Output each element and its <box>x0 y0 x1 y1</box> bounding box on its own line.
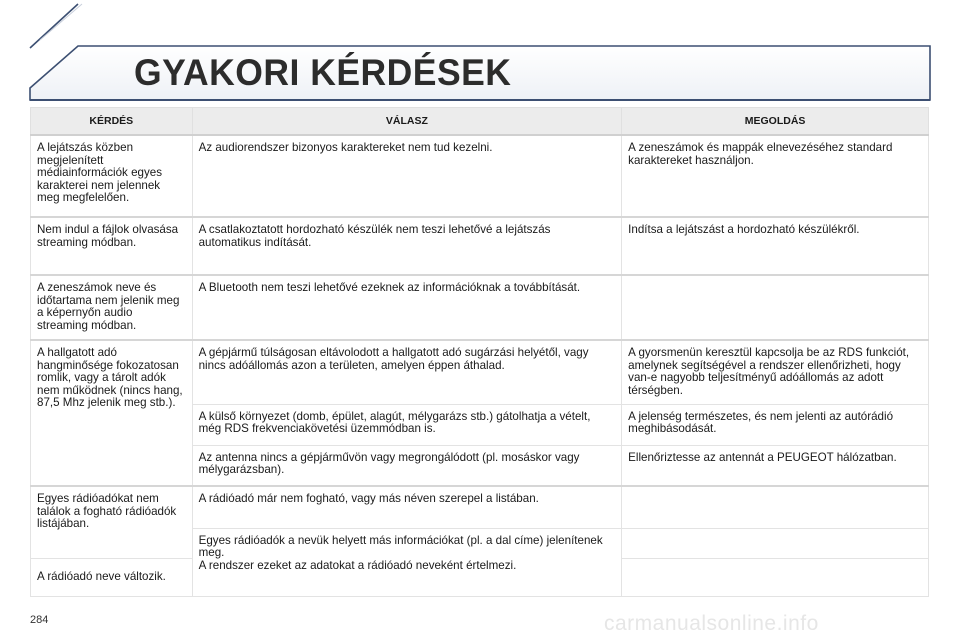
question-cell: A hallgatott adó hangminősége fokozatosan romlik, vagy a tárolt adók nem működnek (nincs hang, 87,5 Mhz jelenik meg stb.). <box>31 340 193 486</box>
answer-cell: A rádióadó már nem fogható, vagy más néven szerepel a listában. <box>192 486 622 528</box>
table-header-row <box>31 108 929 136</box>
table-row <box>31 275 929 340</box>
solution-cell: A jelenség természetes, és nem jelenti az autórádió meghibásodását. <box>622 404 929 445</box>
question-cell: A rádióadó neve változik. <box>31 558 193 596</box>
answer-cell: A csatlakoztatott hordozható készülék nem teszi lehetővé a lejátszás automatikus indítását. <box>192 217 622 275</box>
question-cell: A zeneszámok neve és időtartama nem jelenik meg a képernyőn audio streaming módban. <box>31 275 193 340</box>
answer-cell: A gépjármű túlságosan eltávolodott a hallgatott adó sugárzási helyétől, vagy nincs adóállomás azon a területen, amelyen éppen áthalad. <box>192 340 622 404</box>
table-row <box>31 486 929 528</box>
answer-cell: Az audiorendszer bizonyos karaktereket nem tud kezelni. <box>192 135 622 217</box>
solution-cell <box>622 275 929 340</box>
column-header-question: KÉRDÉS <box>31 108 193 136</box>
answer-text: A rendszer ezeket az adatokat a rádióadó neveként értelmezi. <box>198 558 517 572</box>
watermark: carmanualsonline.info <box>604 612 819 635</box>
solution-cell: Ellenőriztesse az antennát a PEUGEOT hálózatban. <box>622 445 929 486</box>
faq-table <box>30 107 929 597</box>
solution-cell: A gyorsmenün keresztül kapcsolja be az RDS funkciót, amelynek segítségével a rendszer ellenőrizheti, hogy van-e nagyobb teljesítményű adóállomás az adott térségben. <box>622 340 929 404</box>
solution-cell <box>622 486 929 528</box>
solution-cell <box>622 528 929 558</box>
table-row <box>31 217 929 275</box>
solution-cell: Indítsa a lejátszást a hordozható készülékről. <box>622 217 929 275</box>
column-header-solution: MEGOLDÁS <box>622 108 929 136</box>
page-number: 284 <box>30 614 49 626</box>
table-row <box>31 135 929 217</box>
page-title: GYAKORI KÉRDÉSEK <box>134 52 512 93</box>
solution-cell: A zeneszámok és mappák elnevezéséhez standard karaktereket használjon. <box>622 135 929 217</box>
column-header-answer: VÁLASZ <box>192 108 622 136</box>
solution-cell <box>622 558 929 596</box>
question-cell: Egyes rádióadókat nem találok a fogható rádióadók listájában. <box>31 486 193 558</box>
question-cell: Nem indul a fájlok olvasása streaming módban. <box>31 217 193 275</box>
answer-cell: A külső környezet (domb, épület, alagút, mélygarázs stb.) gátolhatja a vételt, még RDS frekvenciakövetési üzemmódban is. <box>192 404 622 445</box>
answer-cell: A Bluetooth nem teszi lehetővé ezeknek az információknak a továbbítását. <box>192 275 622 340</box>
answer-cell: Az antenna nincs a gépjárművön vagy megrongálódott (pl. mosáskor vagy mélygarázsban). <box>192 445 622 486</box>
question-cell: A lejátszás közben megjelenített médiainformációk egyes karakterei nem jelennek meg megfelelően. <box>31 135 193 217</box>
answer-cell <box>192 528 622 596</box>
answer-text: Egyes rádióadók a nevük helyett más információkat (pl. a dal címe) jelenítenek meg. <box>198 533 603 560</box>
table-row <box>31 340 929 404</box>
